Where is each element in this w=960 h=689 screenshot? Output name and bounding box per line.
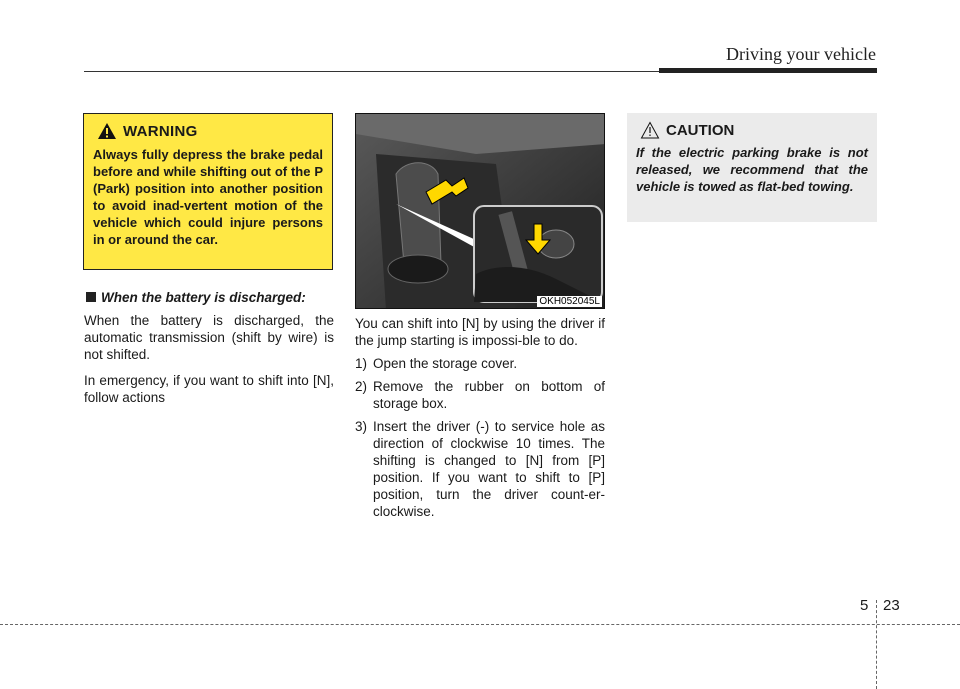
caution-title: CAUTION bbox=[666, 121, 735, 139]
bullet-square-icon bbox=[86, 292, 96, 302]
caution-triangle-icon bbox=[640, 121, 660, 139]
step-item bbox=[355, 418, 605, 520]
step-number: 3) bbox=[355, 419, 368, 434]
battery-section-text bbox=[84, 312, 334, 415]
page-number: 23 bbox=[883, 597, 900, 614]
footer-dashed-rule bbox=[0, 624, 960, 625]
instructions-intro: You can shift into [N] by using the driver if the jump starting is impossi-ble to do. bbox=[355, 316, 605, 348]
step-text: Open the storage cover. bbox=[373, 356, 518, 371]
warning-title: WARNING bbox=[123, 122, 198, 140]
warning-text: Always fully depress the brake pedal before and while shifting out of the P (Park) position into another position to avoid inad-vertent motion of the vehicle which could injure persons in or around the car. bbox=[93, 147, 323, 247]
header-rule bbox=[84, 71, 659, 72]
shift-lever-illustration bbox=[356, 114, 605, 309]
caution-text: If the electric parking brake is not released, we recommend that the vehicle is towed as flat-bed towing. bbox=[636, 145, 868, 194]
instruction-steps bbox=[355, 355, 605, 520]
footer-divider bbox=[876, 600, 877, 689]
step-text: Remove the rubber on bottom of storage box. bbox=[373, 379, 605, 411]
battery-paragraph-1: When the battery is discharged, the automatic transmission (shift by wire) is not shifted. bbox=[84, 313, 334, 362]
step-number: 1) bbox=[355, 356, 368, 371]
step-item bbox=[355, 355, 605, 372]
section-header-title: Driving your vehicle bbox=[726, 44, 876, 64]
caution-box bbox=[627, 113, 877, 222]
step-text: Insert the driver (-) to service hole as direction of clockwise 10 times. The shifting is changed to [N] from [P] position. If you want to shift to [P] position, turn the driver count-er-clockwise. bbox=[373, 419, 605, 519]
warning-box bbox=[83, 113, 333, 270]
step-item bbox=[355, 378, 605, 412]
header-rule-bold bbox=[659, 68, 877, 73]
shift-lever-photo bbox=[355, 113, 605, 309]
warning-triangle-icon bbox=[97, 122, 117, 140]
battery-paragraph-2: In emergency, if you want to shift into [N], follow actions bbox=[84, 373, 334, 405]
battery-heading-text: When the battery is discharged: bbox=[101, 290, 306, 305]
step-number: 2) bbox=[355, 379, 368, 394]
figure-caption: OKH052045L bbox=[539, 296, 600, 307]
chapter-number: 5 bbox=[860, 597, 869, 614]
battery-subheading bbox=[86, 290, 306, 305]
instructions bbox=[355, 315, 605, 526]
